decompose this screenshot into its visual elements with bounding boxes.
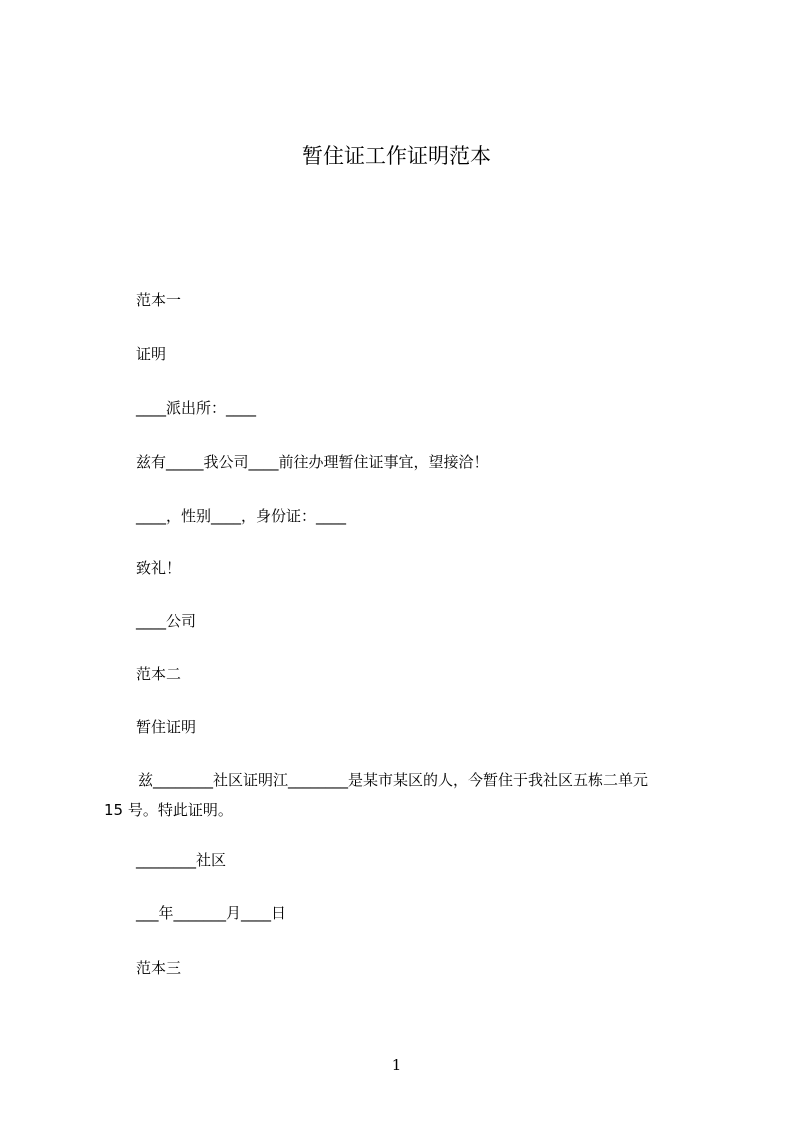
community-signature-line: ________社区: [136, 851, 227, 869]
residence-paragraph-line-1: 兹________社区证明江________是某市某区的人，今暂住于我社区五栋二单元: [138, 771, 649, 789]
sample2-heading: 范本二: [136, 665, 182, 683]
residence-paragraph: [104, 765, 704, 825]
police-station-line: ____派出所：____: [136, 399, 257, 417]
regards-line: 致礼！: [136, 559, 182, 577]
person-info-line: ____，性别____，身份证：____: [136, 507, 347, 525]
document-title: 暂住证工作证明范本: [302, 144, 491, 168]
sample3-heading: 范本三: [136, 959, 182, 977]
company-signature-line: ____公司: [136, 612, 197, 630]
date-line: ___年_______月____日: [136, 904, 287, 922]
page-number: 1: [391, 1056, 402, 1074]
intro-line: 兹有_____我公司____前往办理暂住证事宜，望接洽！: [136, 453, 489, 471]
residence-paragraph-line-2: 15 号。特此证明。: [104, 801, 233, 819]
residence-proof-heading: 暂住证明: [136, 718, 197, 736]
proof-heading: 证明: [136, 345, 167, 363]
sample1-heading: 范本一: [136, 291, 182, 309]
